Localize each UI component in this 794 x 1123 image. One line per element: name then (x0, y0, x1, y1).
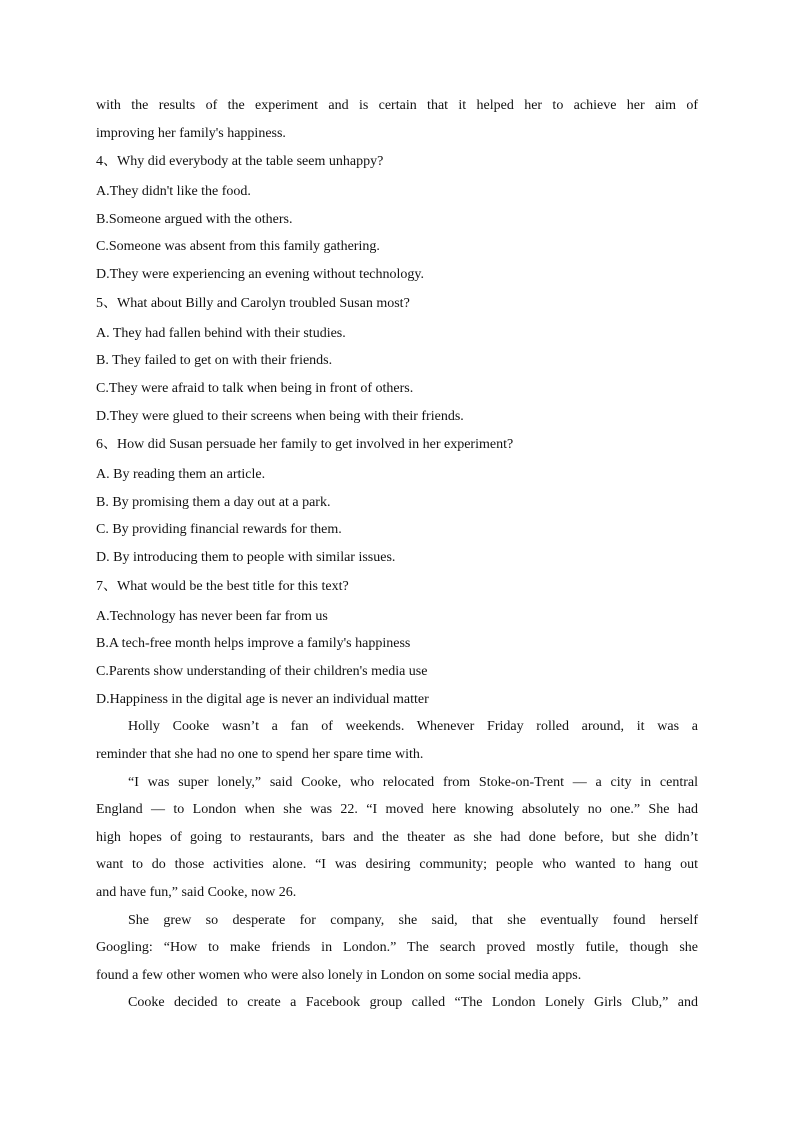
question-6-option-a: A. By reading them an article. (96, 467, 266, 482)
passage-p3-line-3: found a few other women who were also lonely in London on some social media apps. (96, 968, 582, 983)
question-6-option-c: C. By providing financial rewards for them. (96, 522, 342, 537)
question-5-stem: 5、What about Billy and Carolyn troubled Susan most? (96, 296, 410, 311)
question-4-option-c: C.Someone was absent from this family gathering. (96, 239, 380, 254)
question-7-option-d: D.Happiness in the digital age is never an individual matter (96, 692, 429, 707)
question-4-option-b: B.Someone argued with the others. (96, 212, 293, 227)
question-5-option-d: D.They were glued to their screens when being with their friends. (96, 409, 464, 424)
question-7-option-a: A.Technology has never been far from us (96, 609, 328, 624)
question-5-option-a: A. They had fallen behind with their studies. (96, 326, 346, 341)
question-5-option-b: B. They failed to get on with their friends. (96, 353, 333, 368)
passage-p3-line-1: She grew so desperate for company, she said, that she eventually found herself (128, 913, 698, 928)
passage-p1-line-2: reminder that she had no one to spend her spare time with. (96, 747, 424, 762)
continuation-line-1: with the results of the experiment and is certain that it helped her to achieve her aim of (96, 98, 698, 113)
question-7-stem: 7、What would be the best title for this text? (96, 579, 349, 594)
question-6-option-b: B. By promising them a day out at a park. (96, 495, 331, 510)
question-7-option-c: C.Parents show understanding of their children's media use (96, 664, 428, 679)
passage-p2-line-5: and have fun,” said Cooke, now 26. (96, 885, 297, 900)
passage-p2-line-1: “I was super lonely,” said Cooke, who relocated from Stoke-on-Trent — a city in central (128, 775, 698, 790)
question-4-stem: 4、Why did everybody at the table seem unhappy? (96, 154, 384, 169)
question-7-option-b: B.A tech-free month helps improve a family's happiness (96, 636, 411, 651)
continuation-line-2: improving her family's happiness. (96, 126, 286, 141)
passage-p4-line-1: Cooke decided to create a Facebook group called “The London Lonely Girls Club,” and (128, 995, 698, 1010)
passage-p3-line-2: Googling: “How to make friends in London.” The search proved mostly futile, though she (96, 940, 698, 955)
passage-p2-line-4: want to do those activities alone. “I was desiring community; people who wanted to hang out (96, 857, 698, 872)
question-5-option-c: C.They were afraid to talk when being in front of others. (96, 381, 414, 396)
question-4-option-a: A.They didn't like the food. (96, 184, 251, 199)
passage-p2-line-2: England — to London when she was 22. “I moved here knowing absolutely no one.” She had (96, 802, 698, 817)
question-6-stem: 6、How did Susan persuade her family to get involved in her experiment? (96, 437, 514, 452)
question-6-option-d: D. By introducing them to people with similar issues. (96, 550, 396, 565)
passage-p1-line-1: Holly Cooke wasn’t a fan of weekends. Whenever Friday rolled around, it was a (128, 719, 698, 734)
question-4-option-d: D.They were experiencing an evening without technology. (96, 267, 424, 282)
passage-p2-line-3: high hopes of going to restaurants, bars and the theater as she had done before, but she didn’t (96, 830, 698, 845)
